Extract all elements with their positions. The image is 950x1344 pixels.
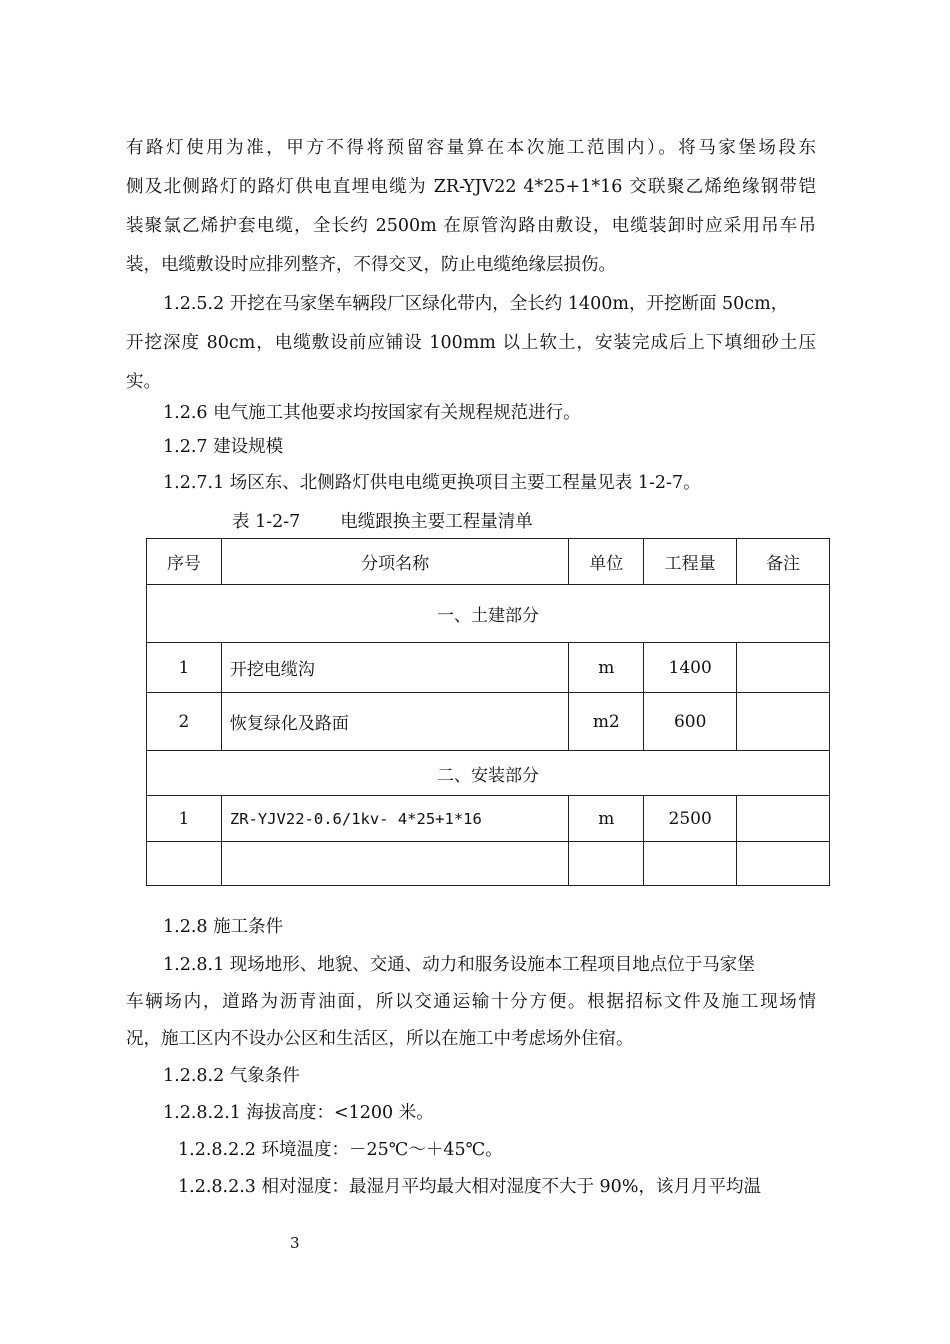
cell-unit: m [569,643,644,693]
table-row [147,796,830,842]
section-heading: 1.2.8 施工条件 [163,917,284,937]
cell-unit: m2 [569,693,644,751]
cell-no: 1 [147,796,222,842]
paragraph-line: 装聚氯乙烯护套电缆，全长约 2500m 在原管沟路由敷设，电缆装卸时应采用吊车吊 [126,216,816,236]
table-header-row [147,539,830,585]
header-cell: 单位 [569,539,644,585]
cell-qty: 1400 [644,643,737,693]
table-row [147,693,830,751]
paragraph-line: 1.2.8.2.1 海拔高度：<1200 米。 [163,1103,434,1123]
table-caption [232,508,533,533]
section-cell: 二、安装部分 [147,751,830,796]
quantity-table [146,538,830,886]
paragraph-line: 1.2.8.2.3 相对湿度：最湿月平均最大相对湿度不大于 90%，该月月平均温 [178,1177,761,1197]
cell-no [147,842,222,886]
header-cell: 分项名称 [221,539,568,585]
paragraph-line: 况，施工区内不设办公区和生活区，所以在施工中考虑场外住宿。 [126,1029,634,1049]
header-cell: 序号 [147,539,222,585]
paragraph-line: 侧及北侧路灯的路灯供电直埋电缆为 ZR-YJV22 4*25+1*16 交联聚乙烯绝缘钢带铠 [126,177,816,197]
cell-name: 恢复绿化及路面 [221,693,568,751]
cell-name: 开挖电缆沟 [221,643,568,693]
cell-unit: m [569,796,644,842]
section-cell: 一、土建部分 [147,585,830,643]
cell-note [737,842,830,886]
paragraph-line: 1.2.8.2.2 环境温度：－25℃～＋45℃。 [178,1140,503,1160]
cell-qty [644,842,737,886]
header-cell: 备注 [737,539,830,585]
table-row [147,643,830,693]
cell-no: 1 [147,643,222,693]
cell-note [737,796,830,842]
cell-note [737,643,830,693]
table-section-row [147,585,830,643]
cell-no: 2 [147,693,222,751]
paragraph-line: 有路灯使用为准，甲方不得将预留容量算在本次施工范围内）。将马家堡场段东 [126,138,816,158]
cell-name [221,842,568,886]
paragraph-line: 实。 [126,372,161,392]
paragraph-line: 1.2.8.1 现场地形、地貌、交通、动力和服务设施本工程项目地点位于马家堡 [163,955,755,975]
table-caption-title: 电缆跟换主要工程量清单 [340,512,533,532]
table-section-row [147,751,830,796]
paragraph-line: 1.2.5.2 开挖在马家堡车辆段厂区绿化带内，全长约 1400m，开挖断面 50cm， [163,294,789,314]
header-cell: 工程量 [644,539,737,585]
table-caption-number: 表 1-2-7 [232,512,301,532]
paragraph-line: 装，电缆敷设时应排列整齐，不得交叉，防止电缆绝缘层损伤。 [126,255,616,275]
cell-note [737,693,830,751]
paragraph-line: 1.2.7.1 场区东、北侧路灯供电电缆更换项目主要工程量见表 1-2-7。 [163,473,701,493]
cell-unit [569,842,644,886]
cell-qty: 600 [644,693,737,751]
cell-qty: 2500 [644,796,737,842]
section-heading: 1.2.6 电气施工其他要求均按国家有关规程规范进行。 [163,403,581,423]
paragraph-line: 车辆场内，道路为沥青油面，所以交通运输十分方便。根据招标文件及施工现场情 [126,992,816,1012]
section-heading: 1.2.8.2 气象条件 [163,1066,300,1086]
section-heading: 1.2.7 建设规模 [163,437,284,457]
cell-name: ZR-YJV22-0.6/1kv- 4*25+1*16 [221,796,568,842]
page-number: 3 [290,1234,300,1252]
paragraph-line: 开挖深度 80cm，电缆敷设前应铺设 100mm 以上软土，安装完成后上下填细砂土压 [126,333,816,353]
table-row [147,842,830,886]
